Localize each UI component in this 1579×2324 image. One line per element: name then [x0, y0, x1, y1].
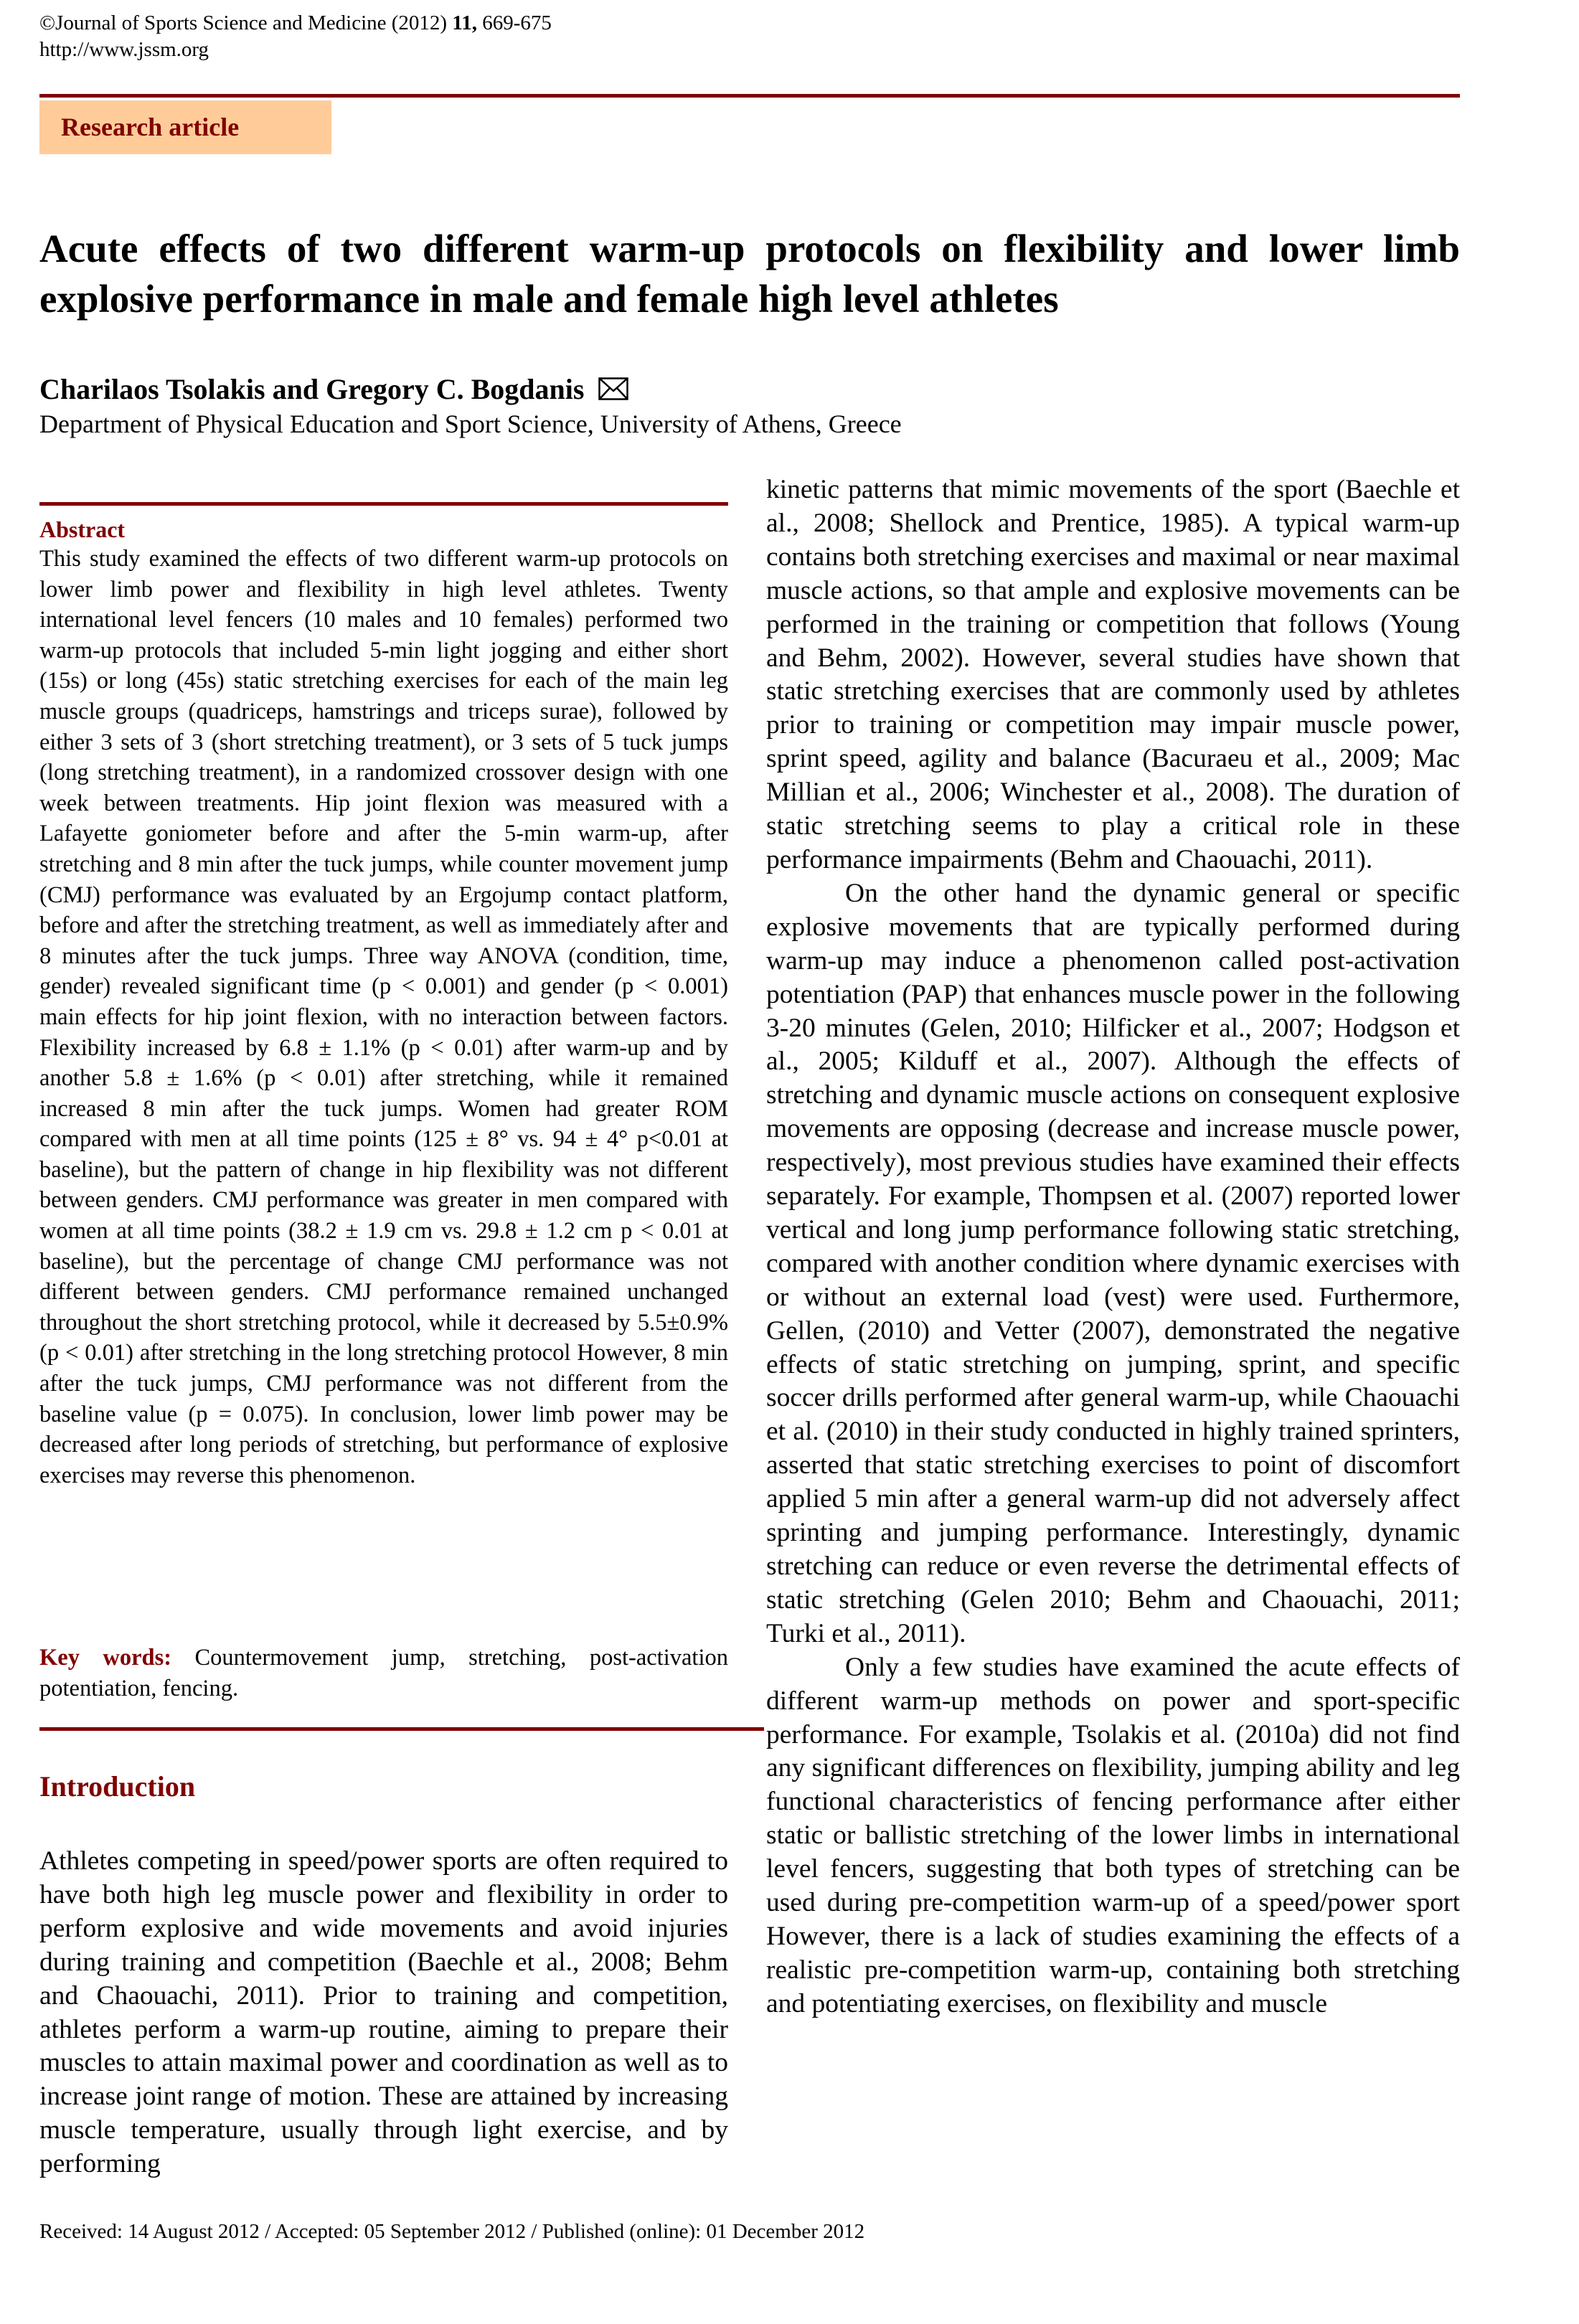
journal-citation: ©Journal of Sports Science and Medicine (2012) 11, 669-675 [39, 11, 552, 34]
abstract-divider [39, 502, 728, 506]
introduction-heading: Introduction [39, 1770, 196, 1803]
header-divider [39, 94, 1460, 98]
abstract-heading: Abstract [39, 516, 126, 542]
article-title: Acute effects of two different warm-up protocols on flexibility and lower limb explosive performance in male and female high level athletes [39, 227, 1460, 321]
paragraph: kinetic patterns that mimic movements of the sport (Baechle et al., 2008; Shellock and Prentice, 1985). A typical warm-up contains both stretching exercises and maximal or near maximal muscle actions, so that ample and explosive movements can be performed in the training or competition that follows (Young and Behm, 2002). However, several studies have shown that static stretching exercises that are commonly used by athletes prior to training or competition may impair muscle power, sprint speed, agility and balance (Bacuraeu et al., 2009; Mac Millian et al., 2006; Winchester et al., 2008). The duration of static stretching seems to play a critical role in these performance impairments (Behm and Chaouachi, 2011). [766, 475, 1460, 874]
introduction-right-column [766, 473, 1460, 2021]
article-type-badge: Research article [39, 100, 331, 154]
abstract-text: This study examined the effects of two different warm-up protocols on lower limb power and flexibility in high level athletes. Twenty international level fencers (10 males and 10 females) performed two warm-up protocols that included 5-min light jogging and either short (15s) or long (45s) static stretching exercises for each of the main leg muscle groups (quadriceps, hamstrings and triceps surae), followed by either 3 sets of 3 (short stretching treatment), or 3 sets of 5 tuck jumps (long stretching treatment), in a randomized crossover design with one week between treatments. Hip joint flexion was measured with a Lafayette goniometer before and after the 5-min warm-up, after stretching and 8 min after the tuck jumps, while counter movement jump (CMJ) performance was evaluated by an Ergojump contact platform, before and after the stretching treatment, as well as immediately after and 8 minutes after the tuck jumps. Three way ANOVA (condition, time, gender) revealed significant time (p < 0.001) and gender (p < 0.001) main effects for hip joint flexion, with no interaction between factors. Flexibility increased by 6.8 ± 1.1% (p < 0.01) after warm-up and by another 5.8 ± 1.6% (p < 0.01) after stretching, while it remained increased 8 min after the tuck jumps. Women had greater ROM compared with men at all time points (125 ± 8° vs. 94 ± 4° p<0.01 at baseline), but the pattern of change in hip flexibility was not different between genders. CMJ performance was greater in men compared with women at all time points (38.2 ± 1.9 cm vs. 29.8 ± 1.2 cm p < 0.01 at baseline), but the percentage of change CMJ performance was not different between genders. CMJ performance remained unchanged throughout the short stretching protocol, while it decreased by 5.5±0.9% (p < 0.01) after stretching in the long stretching protocol However, 8 min after the tuck jumps, CMJ performance was not different from the baseline value (p = 0.075). In conclusion, lower limb power may be decreased after long periods of stretching, but performance of explosive exercises may reverse this phenomenon. [39, 546, 728, 1488]
envelope-icon[interactable] [598, 373, 628, 396]
keywords [39, 1643, 728, 1704]
journal-header [39, 10, 552, 63]
paragraph: On the other hand the dynamic general or specific explosive movements that are typically performed during warm-up may induce a phenomenon called post-activation potentiation (PAP) that enhances muscle power in the following 3-20 minutes (Gelen, 2010; Hilficker et al., 2007; Hodgson et al., 2005; Kilduff et al., 2007). Although the effects of stretching and dynamic muscle actions on consequent explosive movements are opposing (decrease and increase muscle power, respectively), most previous studies have examined their effects separately. For example, Thompsen et al. (2007) reported lower vertical and long jump performance following static stretching, compared with another condition where dynamic exercises with or without an external load (vest) were used. Furthermore, Gellen, (2010) and Vetter (2007), demonstrated the negative effects of static stretching on jumping, sprint, and specific soccer drills performed after general warm-up, while Chaouachi et al. (2010) in their study conducted in highly trained sprinters, asserted that static stretching exercises to point of discomfort applied 5 min after a general warm-up did not adversely affect sprinting and jumping performance. Interestingly, dynamic stretching can reduce or even reverse the detrimental effects of static stretching (Gelen 2010; Behm and Chaouachi, 2011; Turki et al., 2011). [766, 878, 1460, 1648]
journal-url[interactable]: http://www.jssm.org [39, 38, 209, 61]
section-divider [39, 1727, 764, 1731]
publication-dates: Received: 14 August 2012 / Accepted: 05 September 2012 / Published (online): 01 December 2012 [39, 2220, 865, 2243]
keywords-label: Key words: [39, 1645, 172, 1671]
journal-volume: 11, [452, 11, 477, 34]
author-list [39, 372, 628, 407]
introduction-left-column: Athletes competing in speed/power sports are often required to have both high leg muscle power and flexibility in order to perform explosive and wide movements and avoid injuries during training and competition (Baechle et al., 2008; Behm and Chaouachi, 2011). Prior to training and competition, athletes perform a warm-up routine, aiming to prepare their muscles to attain maximal power and coordination as well as to increase joint range of motion. These are attained by increasing muscle temperature, usually through light exercise, and by performing [39, 1846, 728, 2179]
authors-text: Charilaos Tsolakis and Gregory C. Bogdanis [39, 373, 585, 405]
author-affiliation: Department of Physical Education and Sport Science, University of Athens, Greece [39, 410, 902, 438]
paragraph: Only a few studies have examined the acute effects of different warm-up methods on power and sport-specific performance. For example, Tsolakis et al. (2010a) did not find any significant differences on flexibility, jumping ability and leg functional characteristics of fencing performance after either static or ballistic stretching of the lower limbs in international level fencers, suggesting that both types of stretching can be used during pre-competition warm-up of a speed/power sport However, there is a lack of studies examining the effects of a realistic pre-competition warm-up, containing both stretching and potentiating exercises, on flexibility and muscle [766, 1652, 1460, 2018]
keywords-text: Countermovement jump, stretching, post-activation potentiation, fencing. [39, 1645, 728, 1701]
